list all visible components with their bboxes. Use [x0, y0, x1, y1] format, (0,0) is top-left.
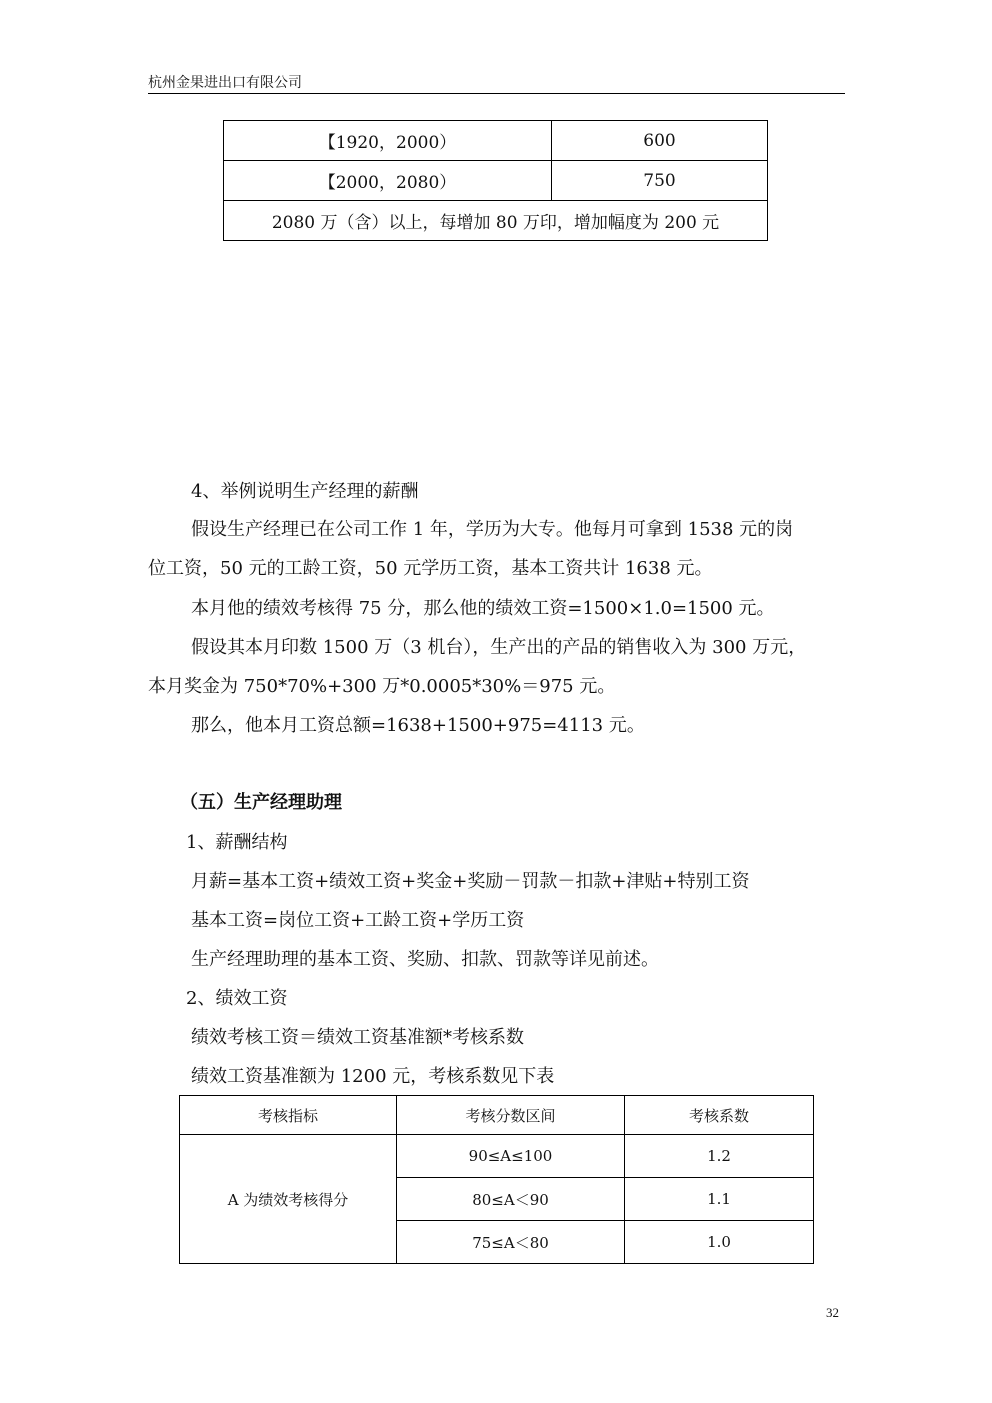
interval-cell: 80≤A＜90 — [397, 1178, 625, 1221]
subheading: 1、薪酬结构 — [186, 832, 288, 853]
paragraph: 位工资，50 元的工龄工资，50 元学历工资，基本工资共计 1638 元。 — [148, 558, 713, 579]
column-header: 考核指标 — [180, 1096, 397, 1135]
table-row — [224, 201, 768, 241]
coefficient-table — [179, 1095, 814, 1264]
page-header-company: 杭州金果进出口有限公司 — [148, 75, 302, 91]
page-number: 32 — [826, 1305, 839, 1320]
interval-cell: 90≤A≤100 — [397, 1135, 625, 1178]
value-cell: 600 — [552, 121, 768, 161]
section4-title: 4、举例说明生产经理的薪酬 — [191, 481, 419, 502]
section5-heading: （五）生产经理助理 — [180, 792, 342, 813]
formula: 基本工资=岗位工资+工龄工资+学历工资 — [191, 910, 525, 931]
coef-cell: 1.2 — [625, 1135, 814, 1178]
paragraph: 假设生产经理已在公司工作 1 年，学历为大专。他每月可拿到 1538 元的岗 — [191, 519, 794, 540]
table-row — [180, 1135, 814, 1178]
paragraph: 那么，他本月工资总额=1638+1500+975=4113 元。 — [191, 715, 645, 736]
paragraph: 假设其本月印数 1500 万（3 机台），生产出的产品的销售收入为 300 万元， — [191, 637, 807, 658]
paragraph: 生产经理助理的基本工资、奖励、扣款、罚款等详见前述。 — [191, 949, 659, 970]
interval-cell: 75≤A＜80 — [397, 1221, 625, 1264]
formula: 月薪=基本工资+绩效工资+奖金+奖励－罚款－扣款+津贴+特别工资 — [191, 871, 750, 892]
formula: 绩效考核工资＝绩效工资基准额*考核系数 — [191, 1027, 524, 1048]
coef-cell: 1.1 — [625, 1178, 814, 1221]
table-row — [224, 121, 768, 161]
column-header: 考核分数区间 — [397, 1096, 625, 1135]
range-cell: 【2000，2080） — [224, 161, 552, 201]
paragraph: 本月他的绩效考核得 75 分，那么他的绩效工资=1500×1.0=1500 元。 — [191, 598, 775, 619]
paragraph: 本月奖金为 750*70%+300 万*0.0005*30%＝975 元。 — [148, 676, 616, 697]
table-row — [224, 161, 768, 201]
subheading: 2、绩效工资 — [186, 988, 288, 1009]
header-rule — [148, 93, 845, 94]
coef-cell: 1.0 — [625, 1221, 814, 1264]
bonus-range-table — [223, 120, 768, 241]
table-header-row — [180, 1096, 814, 1135]
paragraph: 绩效工资基准额为 1200 元，考核系数见下表 — [191, 1066, 555, 1087]
column-header: 考核系数 — [625, 1096, 814, 1135]
value-cell: 750 — [552, 161, 768, 201]
range-cell: 【1920，2000） — [224, 121, 552, 161]
table-footnote: 2080 万（含）以上，每增加 80 万印，增加幅度为 200 元 — [224, 201, 768, 241]
indicator-cell: A 为绩效考核得分 — [180, 1135, 397, 1264]
